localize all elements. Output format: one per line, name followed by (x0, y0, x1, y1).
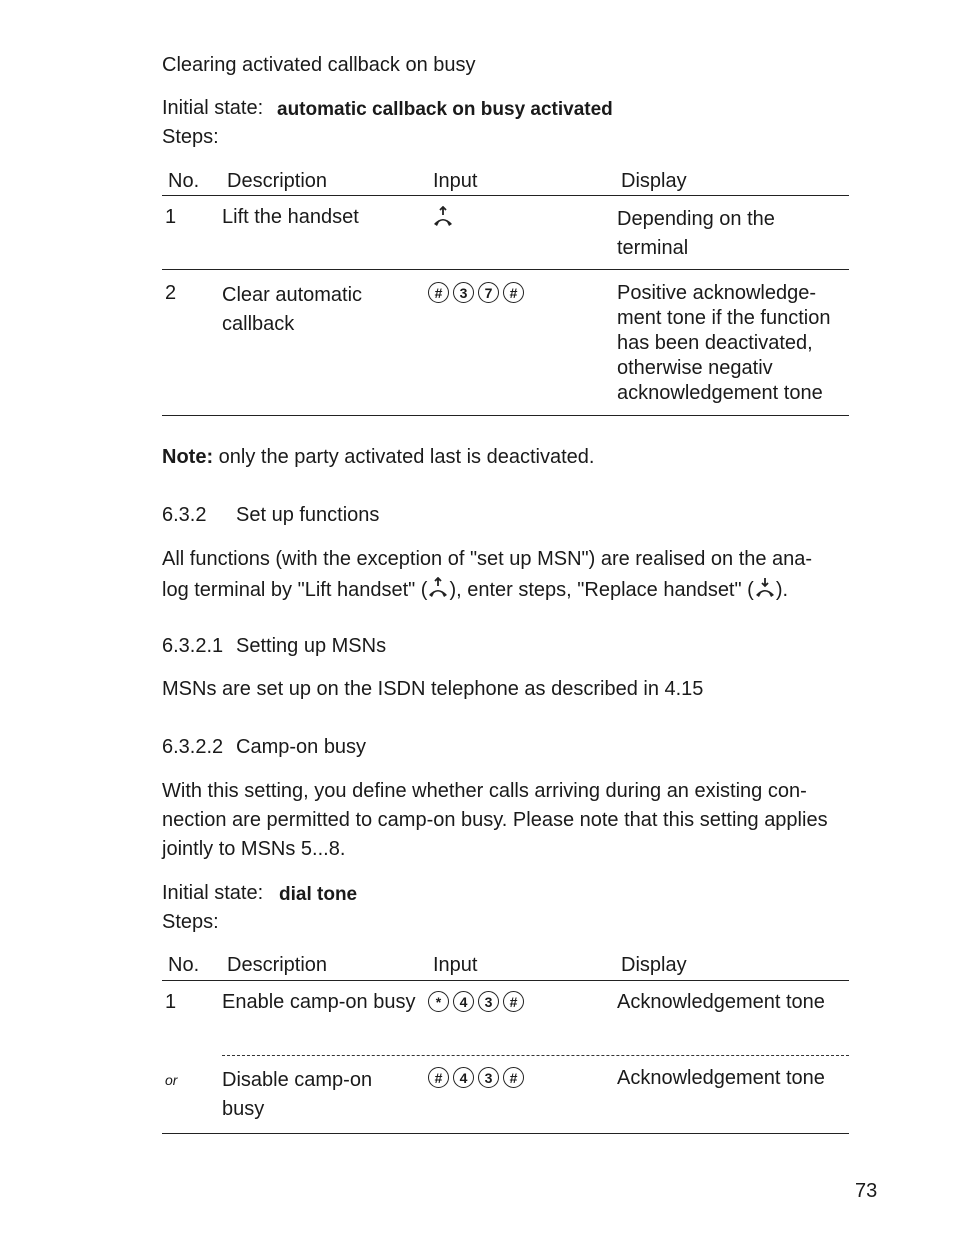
lift-handset-icon (432, 206, 454, 234)
section-number: 6.3.2 (162, 504, 207, 526)
row-display: Depending on the terminal (617, 208, 775, 259)
steps-label: Steps: (162, 126, 219, 148)
key-3: 3 (453, 282, 474, 303)
steps-label: Steps: (162, 911, 219, 933)
col-header-input: Input (433, 170, 478, 192)
row-number: 2 (165, 282, 177, 304)
row-description: Clear automatic callback (222, 284, 363, 335)
note (162, 446, 594, 469)
section-number: 6.3.2.1 (162, 635, 224, 657)
key-7: 7 (478, 282, 499, 303)
section-title: Setting up MSNs (236, 635, 387, 657)
table-divider (162, 269, 849, 270)
initial-state-label: Initial state: (162, 97, 264, 119)
paragraph-text: log terminal by "Lift handset" ( (162, 579, 428, 601)
key-sequence (428, 991, 524, 1012)
row-description: Enable camp-on busy (222, 991, 416, 1013)
section-title: Set up functions (236, 504, 380, 526)
col-header-no: No. (168, 170, 200, 192)
paragraph-text: ). (775, 579, 789, 601)
paragraph-line: With this setting, you define whether calls arriving during an existing con- (162, 780, 807, 802)
row-display: Positive acknowledge- ment tone if the function has been deactivated, otherwise negativ acknowledgement tone (617, 282, 831, 404)
paragraph-text: ), enter steps, "Replace handset" ( (449, 579, 754, 601)
col-header-display: Display (621, 170, 687, 192)
replace-handset-icon (754, 577, 776, 605)
paragraph-line: All functions (with the exception of "set up MSN") are realised on the ana- (162, 548, 813, 570)
initial-state-label: Initial state: (162, 882, 264, 904)
initial-state-value: automatic callback on busy activated (277, 99, 613, 120)
key-hash: # (428, 282, 449, 303)
key-hash: # (428, 1067, 449, 1088)
row-display: Acknowledgement tone (617, 1067, 825, 1089)
section-number: 6.3.2.2 (162, 736, 224, 758)
key-hash: # (503, 1067, 524, 1088)
row-description: Disable camp-on busy (222, 1069, 373, 1120)
dashed-divider (222, 1055, 849, 1056)
row-number: 1 (165, 991, 177, 1013)
section-heading: Clearing activated callback on busy (162, 54, 476, 76)
key-hash: # (503, 991, 524, 1012)
table-divider (162, 415, 849, 416)
col-header-description: Description (227, 170, 328, 192)
key-sequence (428, 282, 524, 303)
page-number: 73 (855, 1180, 878, 1202)
key-star: * (428, 991, 449, 1012)
table-divider (162, 980, 849, 981)
note-label: Note: (162, 446, 214, 468)
section-title: Camp-on busy (236, 736, 367, 758)
paragraph-line (162, 577, 788, 605)
table-divider (162, 195, 849, 196)
key-3: 3 (478, 991, 499, 1012)
key-4: 4 (453, 991, 474, 1012)
col-header-description: Description (227, 954, 328, 976)
paragraph-line: nection are permitted to camp-on busy. Please note that this setting applies (162, 809, 828, 831)
key-hash: # (503, 282, 524, 303)
paragraph-line: jointly to MSNs 5...8. (162, 838, 346, 860)
initial-state-value: dial tone (279, 884, 358, 905)
col-header-input: Input (433, 954, 478, 976)
note-text: only the party activated last is deactivated. (218, 446, 595, 468)
col-header-no: No. (168, 954, 200, 976)
col-header-display: Display (621, 954, 687, 976)
lift-handset-icon (427, 577, 449, 605)
row-number: 1 (165, 206, 177, 228)
row-description: Lift the handset (222, 206, 359, 228)
key-sequence (428, 1067, 524, 1088)
key-3: 3 (478, 1067, 499, 1088)
table-divider (162, 1133, 849, 1134)
row-display: Acknowledgement tone (617, 991, 825, 1013)
key-4: 4 (453, 1067, 474, 1088)
row-number-or: or (165, 1072, 178, 1088)
paragraph: MSNs are set up on the ISDN telephone as described in 4.15 (162, 678, 704, 700)
